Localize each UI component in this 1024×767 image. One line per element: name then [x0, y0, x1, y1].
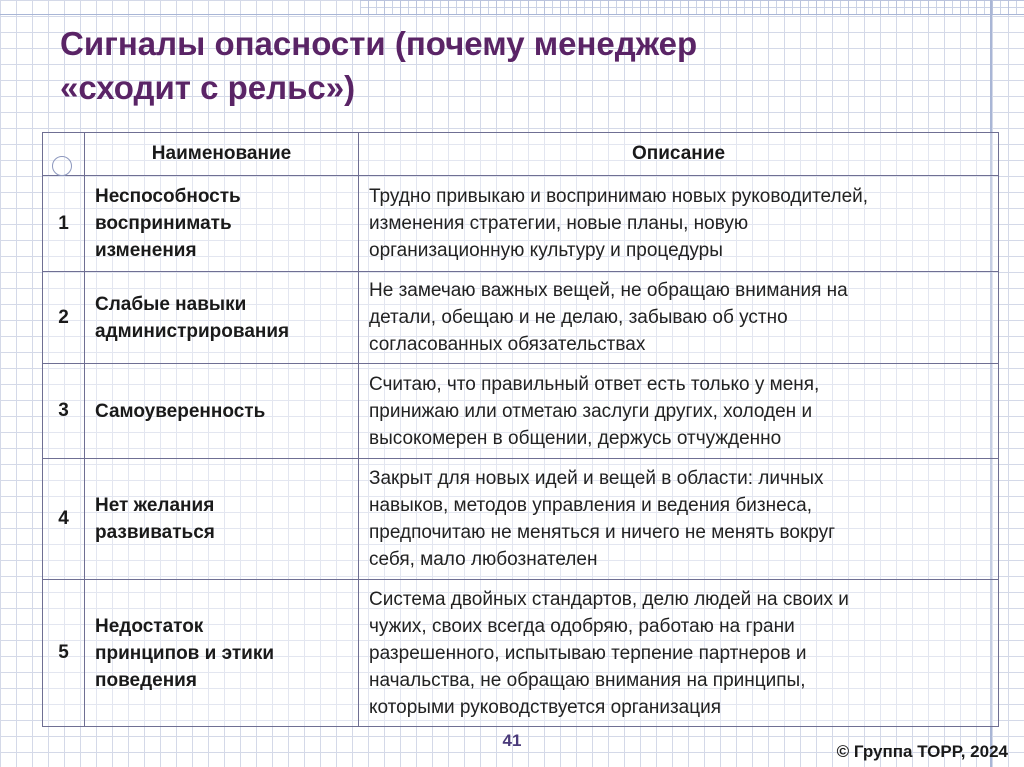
- row-number: 1: [43, 176, 85, 272]
- row-number: 2: [43, 272, 85, 364]
- row-name-line: поведения: [95, 669, 197, 691]
- slide-title: [60, 22, 920, 110]
- table-row: [43, 272, 999, 364]
- table-row: [43, 176, 999, 272]
- row-desc-line: себя, мало любознателен: [369, 549, 598, 570]
- row-number: 4: [43, 459, 85, 580]
- header-description: Описание: [359, 133, 999, 176]
- row-desc-line: разрешенного, испытываю терпение партнеров и: [369, 642, 807, 664]
- table-row: [43, 580, 999, 727]
- page-number: 41: [502, 731, 522, 750]
- row-description: [359, 176, 999, 272]
- copyright-text: © Группа ТОРР, 2024: [836, 742, 1008, 761]
- decorative-horizontal-line: [0, 14, 1024, 15]
- row-name-line: Недостаток: [95, 615, 204, 637]
- header-name: Наименование: [85, 133, 359, 176]
- row-description: [359, 459, 999, 580]
- row-name-line: Самоуверенность: [95, 400, 266, 422]
- row-desc-line: детали, обещаю и не делаю, забываю об устно: [369, 307, 788, 328]
- row-number: 3: [43, 364, 85, 459]
- row-desc-line: согласованных обязательствах: [369, 334, 646, 355]
- row-desc-line: принижаю или отметаю заслуги других, холоден и: [369, 400, 813, 422]
- row-name-line: развиваться: [95, 522, 215, 543]
- signals-table-container: [42, 132, 998, 726]
- row-desc-line: Трудно привыкаю и воспринимаю новых руководителей,: [369, 186, 869, 207]
- title-line-2: «сходит с рельс»): [60, 69, 356, 106]
- row-desc-line: навыков, методов управления и ведения бизнеса,: [369, 495, 812, 516]
- title-line-1: Сигналы опасности (почему менеджер: [60, 25, 698, 62]
- signals-table: [42, 132, 999, 727]
- row-description: [359, 272, 999, 364]
- row-number: 5: [43, 580, 85, 727]
- row-desc-line: изменения стратегии, новые планы, новую: [369, 213, 749, 234]
- row-name: [85, 364, 359, 459]
- table-row: [43, 364, 999, 459]
- row-desc-line: организационную культуру и процедуры: [369, 240, 723, 261]
- row-name-line: воспринимать: [95, 213, 232, 234]
- row-name: [85, 176, 359, 272]
- row-description: [359, 364, 999, 459]
- row-name-line: администрирования: [95, 320, 290, 342]
- row-desc-line: Не замечаю важных вещей, не обращаю внимания на: [369, 280, 848, 301]
- table-row: [43, 459, 999, 580]
- row-name: [85, 272, 359, 364]
- decorative-grid-strip: [360, 0, 1024, 14]
- row-desc-line: которыми руководствуется организация: [369, 696, 722, 718]
- row-name-line: изменения: [95, 240, 197, 261]
- row-name-line: принципов и этики: [95, 642, 275, 664]
- row-description: [359, 580, 999, 727]
- row-name-line: Нет желания: [95, 495, 215, 516]
- row-name-line: Слабые навыки: [95, 293, 247, 315]
- row-name-line: Неспособность: [95, 186, 241, 207]
- decorative-circle-icon: [52, 156, 72, 176]
- row-desc-line: Считаю, что правильный ответ есть только у меня,: [369, 373, 820, 395]
- row-desc-line: чужих, своих всегда одобряю, работаю на грани: [369, 615, 795, 637]
- row-desc-line: начальства, не обращаю внимания на принципы,: [369, 669, 806, 691]
- row-name: [85, 459, 359, 580]
- row-desc-line: Система двойных стандартов, делю людей на своих и: [369, 588, 849, 610]
- row-name: [85, 580, 359, 727]
- row-desc-line: Закрыт для новых идей и вещей в области: личных: [369, 468, 824, 489]
- row-desc-line: предпочитаю не меняться и ничего не менять вокруг: [369, 522, 836, 543]
- table-header-row: [43, 133, 999, 176]
- row-desc-line: высокомерен в общении, держусь отчужденно: [369, 427, 782, 449]
